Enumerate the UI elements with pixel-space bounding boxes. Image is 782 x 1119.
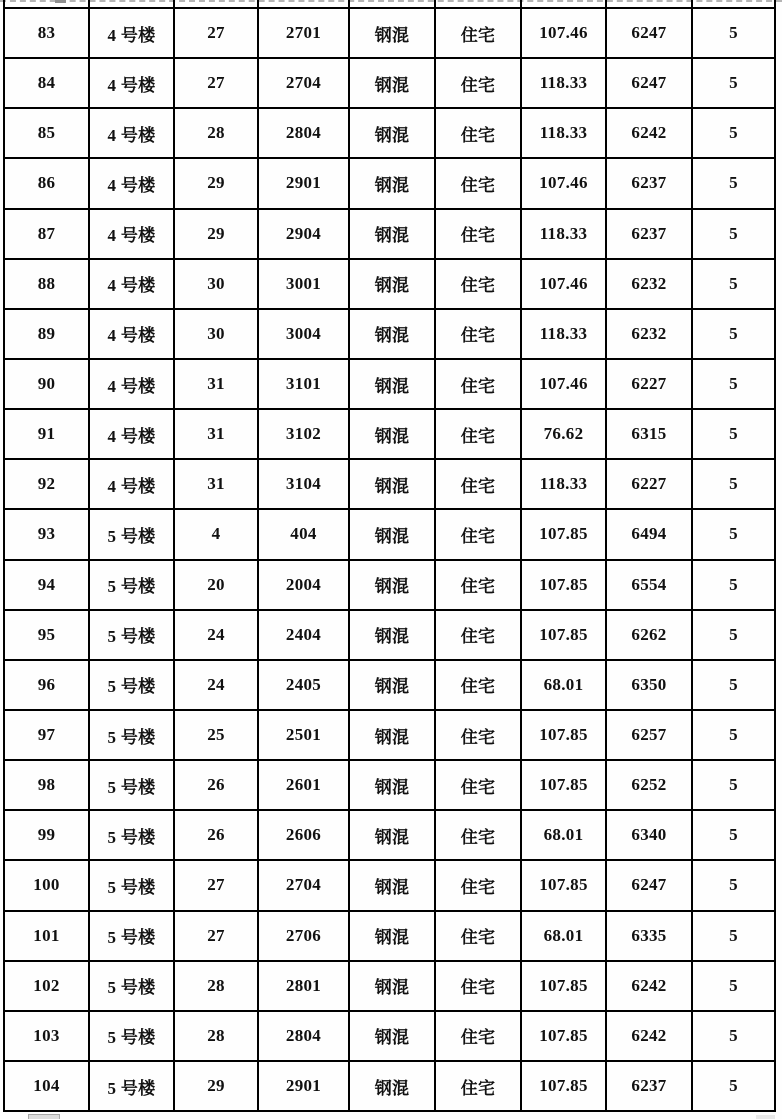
cell-floor-number: 27 bbox=[175, 9, 259, 57]
cell-serial-number: 96 bbox=[5, 661, 90, 709]
cell-structure-type: 钢混 bbox=[350, 360, 436, 408]
cell-unit-price: 6262 bbox=[607, 611, 693, 659]
cell-usage-type: 住宅 bbox=[436, 59, 522, 107]
table-row bbox=[5, 1062, 774, 1110]
cell-serial-number: 87 bbox=[5, 210, 90, 258]
cell-floor-area: 107.46 bbox=[522, 360, 607, 408]
cell-floor-area: 118.33 bbox=[522, 59, 607, 107]
cell-room-number: 2901 bbox=[259, 159, 350, 207]
table-row bbox=[5, 661, 774, 711]
cell-extra-value: 5 bbox=[729, 925, 738, 945]
cell-building-name: 5 号楼 bbox=[90, 611, 175, 659]
next-row-fragment-right bbox=[756, 1115, 775, 1119]
cell-building-name: 4 号楼 bbox=[90, 460, 175, 508]
table-row bbox=[5, 159, 774, 209]
cell-usage-type: 住宅 bbox=[436, 410, 522, 458]
cell-extra-value: 5 bbox=[729, 1076, 738, 1096]
cell-floor-area: 107.46 bbox=[522, 260, 607, 308]
table-row bbox=[5, 561, 774, 611]
cell-floor-area: 118.33 bbox=[522, 460, 607, 508]
cell-structure-type: 钢混 bbox=[350, 661, 436, 709]
cell-unit-price: 6252 bbox=[607, 761, 693, 809]
cell-room-number: 3102 bbox=[259, 410, 350, 458]
cell-floor-number: 28 bbox=[175, 962, 259, 1010]
cell-extra-value: 5 bbox=[729, 374, 738, 394]
cell-floor-area: 107.85 bbox=[522, 1062, 607, 1110]
cell-unit-price: 6242 bbox=[607, 109, 693, 157]
cell-floor-area: 107.85 bbox=[522, 761, 607, 809]
table-row bbox=[5, 962, 774, 1012]
table-row bbox=[5, 9, 774, 59]
cell-building-name: 5 号楼 bbox=[90, 1012, 175, 1060]
cell-floor-number: 4 bbox=[175, 510, 259, 558]
cell-usage-type: 住宅 bbox=[436, 661, 522, 709]
table-row bbox=[5, 912, 774, 962]
cell-structure-type: 钢混 bbox=[350, 912, 436, 960]
cell-room-number: 2405 bbox=[259, 661, 350, 709]
cell-usage-type: 住宅 bbox=[436, 761, 522, 809]
next-row-fragment-left bbox=[28, 1114, 60, 1119]
cell-unit-price: 6340 bbox=[607, 811, 693, 859]
cell-floor-number: 25 bbox=[175, 711, 259, 759]
cell-usage-type: 住宅 bbox=[436, 210, 522, 258]
cell-floor-number: 31 bbox=[175, 410, 259, 458]
cell-floor-area: 107.85 bbox=[522, 510, 607, 558]
cell-room-number: 2501 bbox=[259, 711, 350, 759]
cell-serial-number: 99 bbox=[5, 811, 90, 859]
cell-room-number: 2404 bbox=[259, 611, 350, 659]
cell-usage-type: 住宅 bbox=[436, 9, 522, 57]
cell-extra-value: 5 bbox=[729, 73, 738, 93]
cell-room-number: 3001 bbox=[259, 260, 350, 308]
cell-floor-number: 26 bbox=[175, 761, 259, 809]
table-row bbox=[5, 861, 774, 911]
cell-room-number: 2606 bbox=[259, 811, 350, 859]
cell-unit-price: 6350 bbox=[607, 661, 693, 709]
cell-usage-type: 住宅 bbox=[436, 310, 522, 358]
cell-room-number: 3004 bbox=[259, 310, 350, 358]
cell-usage-type: 住宅 bbox=[436, 611, 522, 659]
cell-floor-area: 118.33 bbox=[522, 210, 607, 258]
table-row bbox=[5, 109, 774, 159]
cell-structure-type: 钢混 bbox=[350, 210, 436, 258]
cell-serial-number: 97 bbox=[5, 711, 90, 759]
cell-floor-area: 107.85 bbox=[522, 962, 607, 1010]
cell-extra-value: 5 bbox=[729, 524, 738, 544]
cell-serial-number: 88 bbox=[5, 260, 90, 308]
cell-extra-value: 5 bbox=[729, 323, 738, 343]
cell-structure-type: 钢混 bbox=[350, 962, 436, 1010]
cell-floor-number: 28 bbox=[175, 1012, 259, 1060]
cell-building-name: 5 号楼 bbox=[90, 761, 175, 809]
cell-extra-value: 5 bbox=[729, 173, 738, 193]
cell-room-number: 2804 bbox=[259, 1012, 350, 1060]
cell-building-name: 5 号楼 bbox=[90, 861, 175, 909]
cell-serial-number: 84 bbox=[5, 59, 90, 107]
cell-usage-type: 住宅 bbox=[436, 360, 522, 408]
cell-floor-number: 30 bbox=[175, 260, 259, 308]
cell-structure-type: 钢混 bbox=[350, 460, 436, 508]
cell-extra-value: 5 bbox=[729, 775, 738, 795]
cell-building-name: 5 号楼 bbox=[90, 1062, 175, 1110]
cell-serial-number: 95 bbox=[5, 611, 90, 659]
cell-extra-value: 5 bbox=[729, 123, 738, 143]
cell-floor-area: 107.46 bbox=[522, 9, 607, 57]
cell-unit-price: 6227 bbox=[607, 360, 693, 408]
cell-usage-type: 住宅 bbox=[436, 460, 522, 508]
cell-floor-area: 68.01 bbox=[522, 912, 607, 960]
cell-floor-area: 68.01 bbox=[522, 661, 607, 709]
cell-building-name: 5 号楼 bbox=[90, 811, 175, 859]
cell-serial-number: 98 bbox=[5, 761, 90, 809]
cell-room-number: 2801 bbox=[259, 962, 350, 1010]
cell-floor-number: 29 bbox=[175, 1062, 259, 1110]
cell-extra-value: 5 bbox=[729, 474, 738, 494]
cell-serial-number: 100 bbox=[5, 861, 90, 909]
cell-serial-number: 102 bbox=[5, 962, 90, 1010]
cell-unit-price: 6257 bbox=[607, 711, 693, 759]
cell-usage-type: 住宅 bbox=[436, 912, 522, 960]
cell-unit-price: 6232 bbox=[607, 260, 693, 308]
cell-floor-area: 107.85 bbox=[522, 561, 607, 609]
cell-unit-price: 6237 bbox=[607, 1062, 693, 1110]
cell-extra-value: 5 bbox=[729, 223, 738, 243]
cell-structure-type: 钢混 bbox=[350, 109, 436, 157]
cell-usage-type: 住宅 bbox=[436, 962, 522, 1010]
cell-structure-type: 钢混 bbox=[350, 310, 436, 358]
cell-extra-value: 5 bbox=[729, 674, 738, 694]
cell-room-number: 2704 bbox=[259, 861, 350, 909]
cell-floor-number: 24 bbox=[175, 611, 259, 659]
cell-structure-type: 钢混 bbox=[350, 811, 436, 859]
cell-usage-type: 住宅 bbox=[436, 109, 522, 157]
cell-floor-area: 107.85 bbox=[522, 1012, 607, 1060]
cell-unit-price: 6247 bbox=[607, 59, 693, 107]
cell-building-name: 5 号楼 bbox=[90, 510, 175, 558]
cell-extra-value: 5 bbox=[729, 1025, 738, 1045]
cell-serial-number: 90 bbox=[5, 360, 90, 408]
cell-serial-number: 93 bbox=[5, 510, 90, 558]
cell-usage-type: 住宅 bbox=[436, 861, 522, 909]
cell-floor-area: 107.85 bbox=[522, 861, 607, 909]
cell-extra-value: 5 bbox=[729, 273, 738, 293]
cell-floor-area: 107.46 bbox=[522, 159, 607, 207]
cell-floor-number: 30 bbox=[175, 310, 259, 358]
cell-structure-type: 钢混 bbox=[350, 59, 436, 107]
cell-building-name: 4 号楼 bbox=[90, 9, 175, 57]
cell-room-number: 2601 bbox=[259, 761, 350, 809]
page-break-tick-mark bbox=[55, 0, 66, 3]
cell-serial-number: 103 bbox=[5, 1012, 90, 1060]
cell-structure-type: 钢混 bbox=[350, 510, 436, 558]
cell-floor-area: 118.33 bbox=[522, 109, 607, 157]
cell-building-name: 4 号楼 bbox=[90, 210, 175, 258]
cell-unit-price: 6247 bbox=[607, 861, 693, 909]
cell-floor-number: 27 bbox=[175, 861, 259, 909]
cell-room-number: 2701 bbox=[259, 9, 350, 57]
cell-serial-number: 92 bbox=[5, 460, 90, 508]
cell-floor-number: 20 bbox=[175, 561, 259, 609]
cell-usage-type: 住宅 bbox=[436, 260, 522, 308]
cell-building-name: 4 号楼 bbox=[90, 59, 175, 107]
table-row bbox=[5, 761, 774, 811]
cell-unit-price: 6247 bbox=[607, 9, 693, 57]
cell-serial-number: 101 bbox=[5, 912, 90, 960]
cell-room-number: 2901 bbox=[259, 1062, 350, 1110]
cell-floor-number: 27 bbox=[175, 59, 259, 107]
cell-building-name: 5 号楼 bbox=[90, 711, 175, 759]
cell-floor-number: 29 bbox=[175, 159, 259, 207]
cell-floor-area: 68.01 bbox=[522, 811, 607, 859]
cell-serial-number: 91 bbox=[5, 410, 90, 458]
cell-building-name: 4 号楼 bbox=[90, 159, 175, 207]
cell-floor-number: 27 bbox=[175, 912, 259, 960]
cell-extra-value: 5 bbox=[729, 975, 738, 995]
cell-room-number: 2804 bbox=[259, 109, 350, 157]
cell-extra-value: 5 bbox=[729, 424, 738, 444]
cell-structure-type: 钢混 bbox=[350, 861, 436, 909]
cell-floor-number: 29 bbox=[175, 210, 259, 258]
cell-structure-type: 钢混 bbox=[350, 159, 436, 207]
cell-room-number: 3104 bbox=[259, 460, 350, 508]
cell-extra-value: 5 bbox=[729, 23, 738, 43]
cell-structure-type: 钢混 bbox=[350, 260, 436, 308]
table-row bbox=[5, 360, 774, 410]
cell-unit-price: 6237 bbox=[607, 210, 693, 258]
cell-room-number: 404 bbox=[259, 510, 350, 558]
cell-structure-type: 钢混 bbox=[350, 410, 436, 458]
cell-usage-type: 住宅 bbox=[436, 1062, 522, 1110]
cell-room-number: 2706 bbox=[259, 912, 350, 960]
cell-room-number: 2004 bbox=[259, 561, 350, 609]
table-row bbox=[5, 510, 774, 560]
cell-building-name: 4 号楼 bbox=[90, 360, 175, 408]
cell-building-name: 4 号楼 bbox=[90, 109, 175, 157]
table-row bbox=[5, 59, 774, 109]
cell-serial-number: 86 bbox=[5, 159, 90, 207]
cell-structure-type: 钢混 bbox=[350, 711, 436, 759]
table-row bbox=[5, 410, 774, 460]
cell-building-name: 5 号楼 bbox=[90, 912, 175, 960]
cell-unit-price: 6227 bbox=[607, 460, 693, 508]
cell-floor-area: 107.85 bbox=[522, 611, 607, 659]
cell-floor-area: 76.62 bbox=[522, 410, 607, 458]
cell-unit-price: 6315 bbox=[607, 410, 693, 458]
table-row bbox=[5, 611, 774, 661]
cell-serial-number: 83 bbox=[5, 9, 90, 57]
cell-serial-number: 94 bbox=[5, 561, 90, 609]
cell-structure-type: 钢混 bbox=[350, 1062, 436, 1110]
cell-floor-number: 31 bbox=[175, 360, 259, 408]
cell-usage-type: 住宅 bbox=[436, 811, 522, 859]
cell-serial-number: 104 bbox=[5, 1062, 90, 1110]
cell-building-name: 4 号楼 bbox=[90, 260, 175, 308]
table-row bbox=[5, 811, 774, 861]
cell-floor-area: 118.33 bbox=[522, 310, 607, 358]
cell-usage-type: 住宅 bbox=[436, 1012, 522, 1060]
cell-serial-number: 85 bbox=[5, 109, 90, 157]
table-row bbox=[5, 310, 774, 360]
cell-unit-price: 6232 bbox=[607, 310, 693, 358]
cell-structure-type: 钢混 bbox=[350, 9, 436, 57]
cell-usage-type: 住宅 bbox=[436, 159, 522, 207]
cell-building-name: 4 号楼 bbox=[90, 410, 175, 458]
cell-unit-price: 6494 bbox=[607, 510, 693, 558]
cell-structure-type: 钢混 bbox=[350, 611, 436, 659]
cell-extra-value: 5 bbox=[729, 725, 738, 745]
cell-room-number: 2704 bbox=[259, 59, 350, 107]
cell-floor-number: 28 bbox=[175, 109, 259, 157]
page-break-dashed-line bbox=[0, 0, 782, 2]
cell-usage-type: 住宅 bbox=[436, 561, 522, 609]
cell-unit-price: 6335 bbox=[607, 912, 693, 960]
table-row bbox=[5, 460, 774, 510]
cell-building-name: 5 号楼 bbox=[90, 661, 175, 709]
cell-floor-number: 24 bbox=[175, 661, 259, 709]
price-table bbox=[3, 7, 776, 1112]
table-row bbox=[5, 210, 774, 260]
cell-floor-number: 26 bbox=[175, 811, 259, 859]
table-row bbox=[5, 1012, 774, 1062]
cell-room-number: 3101 bbox=[259, 360, 350, 408]
cell-structure-type: 钢混 bbox=[350, 761, 436, 809]
cell-structure-type: 钢混 bbox=[350, 1012, 436, 1060]
cell-floor-number: 31 bbox=[175, 460, 259, 508]
cell-extra-value: 5 bbox=[729, 825, 738, 845]
cell-extra-value: 5 bbox=[729, 574, 738, 594]
cell-building-name: 5 号楼 bbox=[90, 561, 175, 609]
cell-unit-price: 6242 bbox=[607, 962, 693, 1010]
cell-structure-type: 钢混 bbox=[350, 561, 436, 609]
cell-usage-type: 住宅 bbox=[436, 711, 522, 759]
table-row bbox=[5, 260, 774, 310]
cell-room-number: 2904 bbox=[259, 210, 350, 258]
cell-extra-value: 5 bbox=[729, 875, 738, 895]
cell-extra-value: 5 bbox=[729, 624, 738, 644]
table-row bbox=[5, 711, 774, 761]
cell-serial-number: 89 bbox=[5, 310, 90, 358]
cell-floor-area: 107.85 bbox=[522, 711, 607, 759]
cell-usage-type: 住宅 bbox=[436, 510, 522, 558]
cell-building-name: 4 号楼 bbox=[90, 310, 175, 358]
cell-building-name: 5 号楼 bbox=[90, 962, 175, 1010]
cell-unit-price: 6242 bbox=[607, 1012, 693, 1060]
cell-unit-price: 6554 bbox=[607, 561, 693, 609]
cell-unit-price: 6237 bbox=[607, 159, 693, 207]
